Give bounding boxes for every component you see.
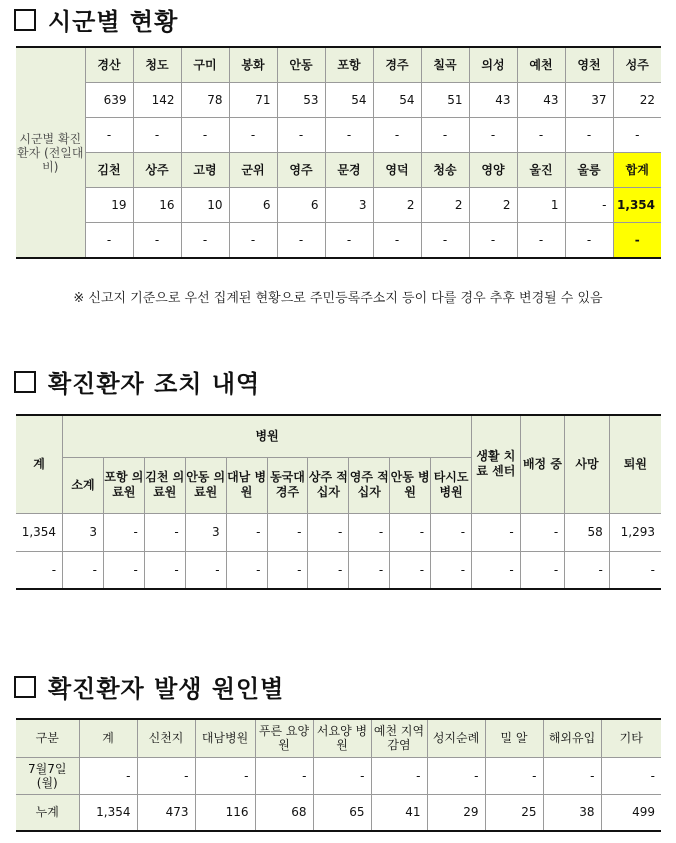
region-cell: 상주 [133, 152, 181, 187]
region-cell: 16 [133, 187, 181, 222]
header-hospital-name: 안동 병원 [390, 457, 431, 513]
cause-cell: - [601, 757, 661, 794]
cause-table [16, 718, 661, 832]
measures-cell: 3 [63, 513, 104, 551]
measures-cell: - [16, 551, 63, 589]
measures-cell: 3 [185, 513, 226, 551]
header-hospital-name: 타시도 병원 [431, 457, 472, 513]
region-cell: 고령 [181, 152, 229, 187]
region-cell: 37 [565, 82, 613, 117]
region-cell: 영덕 [373, 152, 421, 187]
region-cell: 51 [421, 82, 469, 117]
region-cell: 청도 [133, 47, 181, 82]
region-cell: - [277, 222, 325, 258]
header-hospital-name: 포항 의료원 [103, 457, 144, 513]
checkbox-square-icon [14, 371, 36, 393]
region-cell: 칠곡 [421, 47, 469, 82]
region-row [16, 117, 661, 152]
checkbox-square-icon [14, 676, 36, 698]
cause-cell: 1,354 [79, 794, 137, 831]
region-cell: 2 [469, 187, 517, 222]
side-label: 시군별 확진환자 (전일대비) [16, 47, 85, 258]
region-cell: 예천 [517, 47, 565, 82]
section-title-measures [14, 364, 260, 399]
region-cell: 봉화 [229, 47, 277, 82]
measures-cell: - [431, 551, 472, 589]
cause-cell: 499 [601, 794, 661, 831]
region-cell: 43 [469, 82, 517, 117]
region-cell: 2 [421, 187, 469, 222]
measures-cell: - [472, 513, 521, 551]
section-title-region [14, 2, 178, 37]
cause-cell: 29 [427, 794, 485, 831]
measures-cell: 1,293 [609, 513, 661, 551]
region-cell: - [325, 117, 373, 152]
patient-measures-table [16, 414, 661, 590]
cause-cell: 25 [485, 794, 543, 831]
region-cell: 3 [325, 187, 373, 222]
region-cell: 경주 [373, 47, 421, 82]
measures-cell: - [349, 551, 390, 589]
region-note: ※ 신고지 기준으로 우선 집계된 현황으로 주민등록주소지 등이 다를 경우 추후 변경될 수 있음 [73, 291, 603, 306]
region-cell: - [133, 117, 181, 152]
measures-cell: 1,354 [16, 513, 63, 551]
region-cell: 김천 [85, 152, 133, 187]
cause-row [16, 794, 661, 831]
header-hospital: 병원 [63, 415, 472, 457]
cause-cell: - [137, 757, 195, 794]
cause-cell: 41 [371, 794, 427, 831]
header-discharge: 퇴원 [609, 415, 661, 513]
region-cell: - [421, 117, 469, 152]
region-cell: - [469, 222, 517, 258]
cause-cell: - [255, 757, 313, 794]
region-cell: 성주 [613, 47, 661, 82]
cause-header: 해외유입 [543, 719, 601, 757]
region-cell: - [565, 187, 613, 222]
region-row [16, 187, 661, 222]
region-cell: 영양 [469, 152, 517, 187]
cause-header: 서요양 병원 [313, 719, 371, 757]
measures-cell: - [520, 551, 565, 589]
region-cell: - [229, 222, 277, 258]
measures-cell: - [609, 551, 661, 589]
region-cell: - [613, 222, 661, 258]
measures-cell: - [267, 551, 308, 589]
measures-cell: - [472, 551, 521, 589]
header-hospital-name: 대남 병원 [226, 457, 267, 513]
region-cell: 울릉 [565, 152, 613, 187]
section-title-cause [14, 669, 284, 704]
cause-header: 기타 [601, 719, 661, 757]
region-cell: 639 [85, 82, 133, 117]
region-cell: 43 [517, 82, 565, 117]
region-cell: - [85, 222, 133, 258]
region-cell: 10 [181, 187, 229, 222]
cause-cell: - [195, 757, 255, 794]
measures-cell: - [520, 513, 565, 551]
cause-cell: - [485, 757, 543, 794]
region-cell: 포항 [325, 47, 373, 82]
measures-cell: - [431, 513, 472, 551]
region-cell: 54 [325, 82, 373, 117]
region-cell: 문경 [325, 152, 373, 187]
cause-header: 성지순례 [427, 719, 485, 757]
measures-cell: - [308, 551, 349, 589]
cause-row [16, 757, 661, 794]
region-cell: - [133, 222, 181, 258]
region-cell: - [565, 222, 613, 258]
cause-header: 계 [79, 719, 137, 757]
region-cell: 6 [229, 187, 277, 222]
region-row [16, 152, 661, 187]
section-title-text: 확진환자 조치 내역 [48, 370, 261, 398]
cause-cell: 65 [313, 794, 371, 831]
region-cell: 142 [133, 82, 181, 117]
region-cell: - [181, 222, 229, 258]
cause-cell: - [371, 757, 427, 794]
cause-header: 구분 [16, 719, 79, 757]
region-cell: 1 [517, 187, 565, 222]
measures-cell: 58 [565, 513, 610, 551]
measures-cell: - [63, 551, 104, 589]
cause-row-label: 7월7일 (월) [16, 757, 79, 794]
region-cell: - [613, 117, 661, 152]
header-total: 계 [16, 415, 63, 513]
region-cell: 1,354 [613, 187, 661, 222]
region-cell: - [181, 117, 229, 152]
cause-cell: 38 [543, 794, 601, 831]
region-cell: - [373, 222, 421, 258]
measures-cell: - [349, 513, 390, 551]
region-row [16, 47, 661, 82]
cause-header: 푸른 요양원 [255, 719, 313, 757]
measures-cell: - [267, 513, 308, 551]
cause-header: 예천 지역감염 [371, 719, 427, 757]
cause-header: 대남병원 [195, 719, 255, 757]
region-cell: 2 [373, 187, 421, 222]
header-death: 사망 [565, 415, 610, 513]
measures-cell: - [390, 513, 431, 551]
region-cell: 6 [277, 187, 325, 222]
region-cell: 78 [181, 82, 229, 117]
region-cell: 영천 [565, 47, 613, 82]
region-cell: 합계 [613, 152, 661, 187]
region-cell: 구미 [181, 47, 229, 82]
measures-cell: - [565, 551, 610, 589]
region-cell: 71 [229, 82, 277, 117]
section-title-text: 확진환자 발생 원인별 [48, 675, 285, 703]
cause-header: 신천지 [137, 719, 195, 757]
region-cell: 울진 [517, 152, 565, 187]
measures-cell: - [226, 513, 267, 551]
cause-cell: - [313, 757, 371, 794]
header-hospital-name: 영주 적십자 [349, 457, 390, 513]
region-cell: 의성 [469, 47, 517, 82]
header-assigning: 배정 중 [520, 415, 565, 513]
measures-cell: - [226, 551, 267, 589]
measures-cell: - [308, 513, 349, 551]
region-cell: - [373, 117, 421, 152]
measures-cell: - [144, 551, 185, 589]
cause-row-label: 누계 [16, 794, 79, 831]
measures-row [16, 551, 661, 589]
region-cell: 군위 [229, 152, 277, 187]
header-hospital-name: 김천 의료원 [144, 457, 185, 513]
cause-cell: - [79, 757, 137, 794]
region-cell: - [85, 117, 133, 152]
measures-row [16, 513, 661, 551]
cause-header: 밀 알 [485, 719, 543, 757]
region-cell: - [469, 117, 517, 152]
measures-cell: - [185, 551, 226, 589]
region-cell: - [517, 222, 565, 258]
cause-cell: 116 [195, 794, 255, 831]
region-cell: 안동 [277, 47, 325, 82]
region-cell: - [421, 222, 469, 258]
region-cell: 19 [85, 187, 133, 222]
header-hospital-name: 상주 적십자 [308, 457, 349, 513]
region-row [16, 222, 661, 258]
region-cell: - [229, 117, 277, 152]
cause-cell: - [543, 757, 601, 794]
cause-cell: 68 [255, 794, 313, 831]
measures-cell: - [103, 551, 144, 589]
region-cell: 경산 [85, 47, 133, 82]
header-life-center: 생활 치료 센터 [472, 415, 521, 513]
region-cell: - [277, 117, 325, 152]
region-cell: 청송 [421, 152, 469, 187]
region-row [16, 82, 661, 117]
region-cell: 22 [613, 82, 661, 117]
region-cell: - [565, 117, 613, 152]
region-cell: - [325, 222, 373, 258]
measures-cell: - [103, 513, 144, 551]
region-status-table [16, 46, 661, 259]
measures-cell: - [144, 513, 185, 551]
region-cell: 영주 [277, 152, 325, 187]
cause-cell: - [427, 757, 485, 794]
region-cell: 54 [373, 82, 421, 117]
header-hospital-name: 동국대 경주 [267, 457, 308, 513]
measures-cell: - [390, 551, 431, 589]
section-title-text: 시군별 현황 [48, 8, 179, 36]
header-subtotal: 소계 [63, 457, 104, 513]
region-cell: - [517, 117, 565, 152]
cause-cell: 473 [137, 794, 195, 831]
checkbox-square-icon [14, 9, 36, 31]
header-hospital-name: 안동 의료원 [185, 457, 226, 513]
region-cell: 53 [277, 82, 325, 117]
